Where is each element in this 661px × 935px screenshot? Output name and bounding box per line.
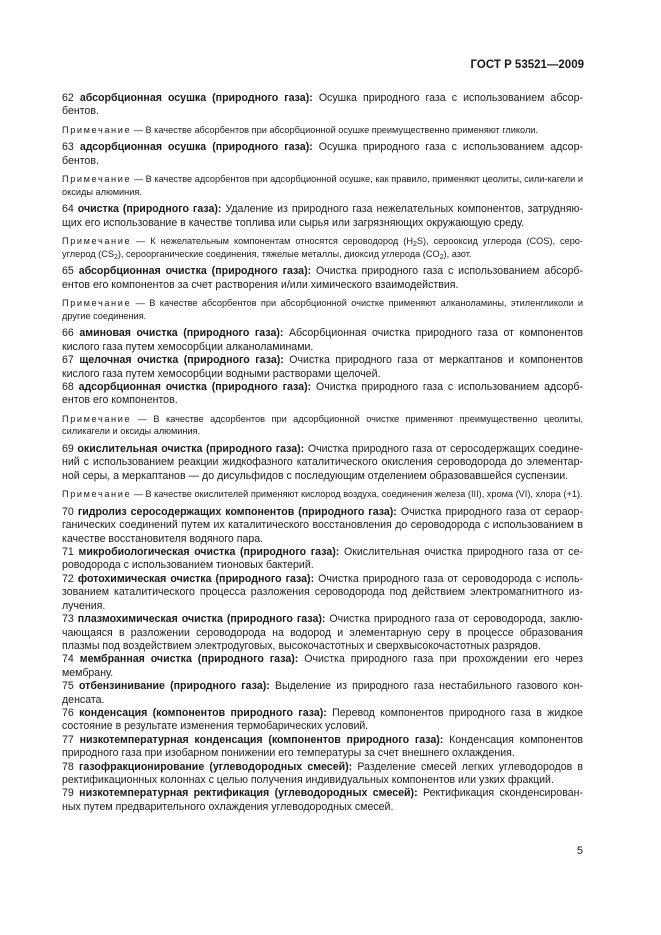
entry-term: конденсация (компонентов природного газа): — [79, 706, 327, 719]
entry-number: 71 — [62, 546, 74, 559]
entry-number: 66 — [62, 327, 74, 340]
entry-term: адсорбционная очистка (природного газа): — [78, 381, 312, 394]
subscript: 2 — [113, 253, 118, 261]
entry-66 — [62, 327, 583, 354]
entry-76 — [62, 707, 583, 734]
entry-number: 65 — [62, 265, 74, 278]
entry-64 — [62, 203, 583, 230]
entry-definition: Конденсация компонентов природного газа при изобарном понижении его температуры за счет внешнего охлаждения. — [62, 733, 584, 760]
entry-number: 74 — [62, 653, 74, 666]
entry-number: 63 — [62, 141, 74, 154]
entry-term: отбензинивание (природного газа): — [78, 680, 270, 693]
entry-term: аминовая очистка (природного газа): — [79, 327, 284, 340]
entry-73 — [62, 613, 583, 653]
entry-68 — [62, 381, 583, 408]
entry-term: абсорбционная очистка (природного газа): — [78, 265, 312, 278]
entry-71 — [62, 546, 583, 573]
entry-79 — [62, 787, 583, 814]
entry-definition: Очистка природного газа от серосодержащих соедине-ний с использованием реакции жидкофазного каталитического окисления сероводорода до элементар-ной серы, а меркаптанов — до дисульфидов с последующим отделением образовавшейся суспензии. — [62, 443, 583, 482]
note-text-4: ), азот. — [443, 248, 472, 259]
entry-definition: Осушка природного газа с использованием абсор-бентов. — [62, 92, 583, 118]
entry-definition: Удаление из природного газа нежелательных компонентов, затрудняю-щих его использование в качестве топлива или сырья или загрязняющих окружающую среду. — [62, 203, 583, 229]
note-label: Примечание — [62, 298, 132, 309]
entry-70 — [62, 506, 583, 546]
note-text: — В качестве адсорбентов при адсорбционной осушке, как правило, применяют цеолиты, сили-кагели и оксиды алюминия. — [62, 174, 583, 197]
entry-number: 62 — [62, 92, 74, 104]
entry-number: 64 — [62, 203, 74, 216]
note-label: Примечание — [62, 489, 132, 500]
entry-term: щелочная очистка (природного газа): — [79, 354, 284, 367]
entry-72 — [62, 573, 583, 613]
entry-term: фотохимическая очистка (природного газа): — [77, 572, 315, 585]
entry-definition: Осушка природного газа с использованием адсор-бентов. — [62, 141, 583, 167]
entry-term: мембранная очистка (природного газа): — [79, 653, 299, 666]
entry-definition: Окислительная очистка природного газа от се-роводорода с использованием тионовых бактерий. — [62, 546, 583, 572]
entry-number: 70 — [62, 505, 74, 518]
entry-number: 76 — [62, 706, 74, 719]
note-text-1: — К нежелательным компонентам относятся сероводород (H — [136, 236, 413, 247]
entry-term: гидролиз серосодержащих компонентов (природного газа): — [77, 505, 397, 518]
entry-term: плазмохимическая очистка (природного газа): — [77, 613, 326, 626]
note-63 — [62, 173, 583, 198]
entry-definition: Очистка природного газа с использованием адсорб-ентов его компонентов. — [62, 381, 583, 407]
note-label: Примечание — [62, 124, 132, 135]
entry-definition: Очистка природного газа от меркаптанов и компонентов кислого газа путем хемосорбции водными растворами щелочей. — [62, 354, 583, 380]
entry-definition: Абсорбционная очистка природного газа от компонентов кислого газа путем хемосорбции алканоламинами. — [62, 327, 583, 353]
entry-74 — [62, 653, 583, 680]
note-label: Примечание — [62, 236, 132, 247]
note-text: — В качестве адсорбентов при адсорбционной очистке применяют преимущественно цеолиты, силикагели и оксиды алюминия. — [62, 413, 584, 437]
entry-definition: Очистка природного газа с использованием абсорб-ентов его компонентов за счет растворения и/или химического взаимодействия. — [62, 265, 583, 291]
entry-term: адсорбционная осушка (природного газа): — [79, 141, 313, 154]
page-number: 5 — [576, 845, 583, 857]
entry-definition: Очистка природного газа от сераор-ганических соединений путем их каталитического восстановления до сероводорода с использованием в качестве восстановителя водяного пара. — [62, 505, 583, 545]
entry-term: абсорбционная осушка (природного газа): — [79, 92, 313, 104]
note-text: — В качестве абсорбентов при абсорбционной очистке применяют алканоламины, этиленгликоли и другие соединения. — [62, 298, 583, 321]
entry-number: 69 — [62, 443, 74, 456]
note-64 — [62, 235, 583, 260]
entry-62 — [62, 92, 583, 119]
document-body — [62, 92, 583, 814]
entry-63 — [62, 141, 583, 168]
entry-number: 73 — [62, 613, 74, 626]
entry-number: 77 — [62, 733, 74, 746]
note-text-2: S), серооксид углерода (COS), серо-углерод (CS — [62, 236, 583, 259]
subscript: 2 — [439, 253, 444, 261]
entry-term: низкотемпературная ректификация (углеводородных смесей): — [79, 787, 418, 800]
entry-number: 78 — [62, 760, 74, 773]
note-label: Примечание — [62, 413, 132, 424]
entry-number: 79 — [62, 787, 74, 800]
entry-78 — [62, 761, 583, 788]
note-65 — [62, 297, 583, 322]
entry-number: 68 — [62, 381, 74, 394]
note-68 — [62, 413, 583, 438]
note-text: — В качестве окислителей применяют кислород воздуха, соединения железа (III), хрома (VI), хлора (+1). — [133, 489, 583, 500]
entry-definition: Очистка природного газа от сероводорода, заклю-чающаяся в разложении сероводорода на водород и элементарную серу в процессе образования плазмы под воздействием электродуговых, высокочастотных и сверхвысокочастотных разрядов. — [62, 613, 583, 652]
entry-term: очистка (природного газа): — [77, 203, 222, 216]
subscript: 2 — [412, 241, 417, 249]
entry-number: 72 — [62, 572, 74, 585]
entry-definition: Ректификация сконденсирован-ных путем предварительного охлаждения углеводородных смесей. — [62, 787, 583, 813]
entry-definition: Очистка природного газа от сероводорода с исполь-зованием каталитического процесса разложения сероводорода под действием электромагнитного из-лучения. — [62, 572, 584, 612]
entry-67 — [62, 354, 583, 381]
entry-term: микробиологическая очистка (природного газа): — [78, 546, 340, 559]
entry-75 — [62, 680, 583, 707]
entry-number: 67 — [62, 354, 74, 367]
entry-69 — [62, 443, 583, 483]
entry-term: газофракционирование (углеводородных смесей): — [78, 760, 353, 773]
document-code: ГОСТ Р 53521—2009 — [470, 59, 584, 71]
note-label: Примечание — [62, 174, 132, 185]
entry-definition: Перевод компонентов природного газа в жидкое состояние в результате изменения термобарических условий. — [62, 706, 583, 733]
entry-number: 75 — [62, 680, 74, 693]
entry-definition: Очистка природного газа при прохождении его через мембрану. — [62, 653, 584, 679]
entry-term: окислительная очистка (природного газа): — [77, 443, 305, 456]
entry-65 — [62, 265, 583, 292]
note-69 — [62, 488, 583, 501]
entry-definition: Выделение из природного газа нестабильного газового кон-денсата. — [62, 680, 583, 706]
entry-definition: Разделение смесей легких углеводородов в ректификационных колоннах с целью получения индивидуальных компонентов или узких фракций. — [62, 760, 583, 786]
note-text-3: ), сероорганические соединения, тяжелые металлы, диоксид углерода (CO — [117, 248, 440, 259]
note-62 — [62, 124, 583, 137]
entry-term: низкотемпературная конденсация (компонентов природного газа): — [79, 733, 444, 746]
note-text: — В качестве абсорбентов при абсорбционной осушке преимущественно применяют гликоли. — [133, 124, 538, 135]
entry-77 — [62, 734, 583, 761]
